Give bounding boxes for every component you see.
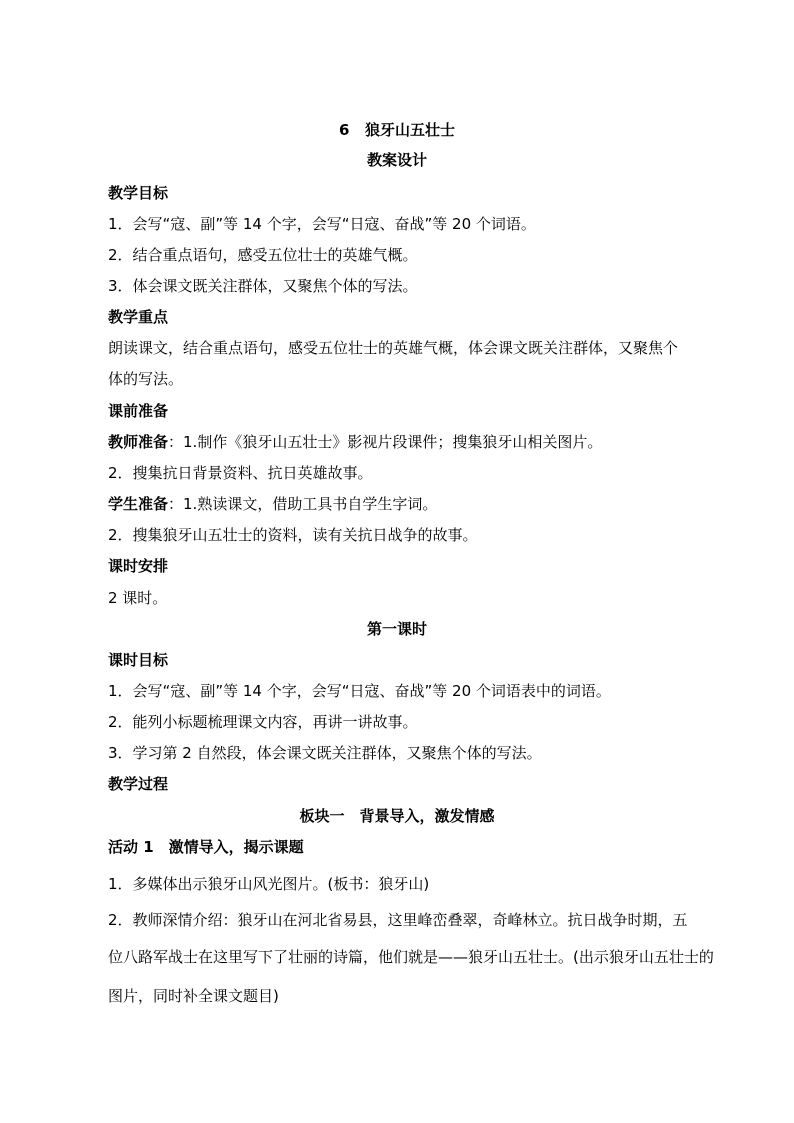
lesson-goal-1: 1．会写“寇、副”等 14 个字，会写“日寇、奋战”等 20 个词语表中的词语。 <box>108 682 611 700</box>
lesson-number: 6 <box>338 121 350 139</box>
first-lesson-heading: 第一课时 <box>366 620 427 638</box>
key-points-line-2: 体的写法。 <box>108 370 184 388</box>
teacher-prep-label: 教师准备 <box>108 433 169 451</box>
schedule-heading: 课时安排 <box>108 557 169 575</box>
student-prep-line-2: 2．搜集狼牙山五壮士的资料，读有关抗日战争的故事。 <box>108 526 478 544</box>
teaching-goal-2: 2．结合重点语句，感受五位壮士的英雄气概。 <box>108 246 418 264</box>
step-2-line-1: 2．教师深情介绍：狼牙山在河北省易县，这里峰峦叠翠，奇峰林立。抗日战争时期，五 <box>108 911 688 929</box>
lesson-title-text: 狼牙山五壮士 <box>365 121 456 139</box>
step-2-line-2: 位八路军战士在这里写下了壮丽的诗篇，他们就是——狼牙山五壮士。(出示狼牙山五壮士的 <box>108 948 714 966</box>
teaching-goal-3: 3．体会课文既关注群体，又聚焦个体的写法。 <box>108 277 418 295</box>
activity-1-heading: 活动 1 激情导入，揭示课题 <box>108 838 304 856</box>
lesson-goal-2: 2．能列小标题梳理课文内容，再讲一讲故事。 <box>108 713 418 731</box>
lesson-goals-heading: 课时目标 <box>108 651 169 669</box>
process-heading: 教学过程 <box>108 775 169 793</box>
student-prep-line-1 <box>108 493 718 515</box>
lesson-goal-3: 3．学习第 2 自然段，体会课文既关注群体，又聚焦个体的写法。 <box>108 744 542 762</box>
lesson-title <box>0 119 794 141</box>
key-points-heading: 教学重点 <box>108 308 169 326</box>
preparation-heading: 课前准备 <box>108 402 169 420</box>
design-subtitle: 教案设计 <box>366 151 427 169</box>
block-one-heading: 板块一 背景导入，激发情感 <box>299 807 495 825</box>
teacher-prep-text: ：1.制作《狼牙山五壮士》影视片段课件；搜集狼牙山相关图片。 <box>168 433 603 451</box>
teacher-prep-line-2: 2．搜集抗日背景资料、抗日英雄故事。 <box>108 464 373 482</box>
teaching-goals-heading: 教学目标 <box>108 184 169 202</box>
teaching-goal-1: 1．会写“寇、副”等 14 个字，会写“日寇、奋战”等 20 个词语。 <box>108 215 536 233</box>
student-prep-label: 学生准备 <box>108 495 169 513</box>
teacher-prep-line-1 <box>108 431 718 453</box>
step-1: 1．多媒体出示狼牙山风光图片。(板书：狼牙山) <box>108 875 430 893</box>
key-points-line-1: 朗读课文，结合重点语句，感受五位壮士的英雄气概，体会课文既关注群体，又聚焦个 <box>108 339 679 357</box>
step-2-line-3: 图片，同时补全课文题目) <box>108 987 279 1005</box>
student-prep-text: ：1.熟读课文，借助工具书自学生字词。 <box>168 495 438 513</box>
schedule-value: 2 课时。 <box>108 589 168 607</box>
